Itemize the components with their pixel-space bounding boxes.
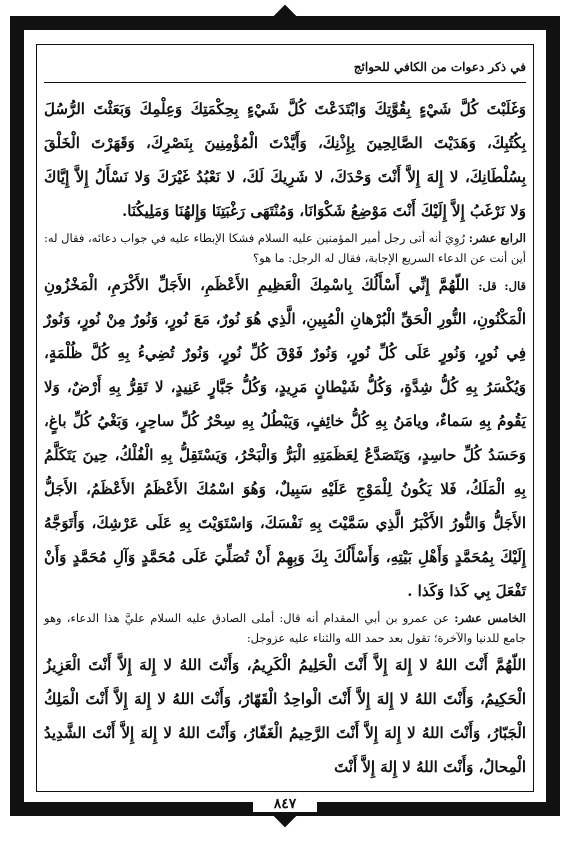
narration-paragraph-15 [44,608,526,648]
prayer-text: اللّهُمَّ إِنِّي أَسْأَلُكَ بِاسْمِكَ الْعَظِيمِ الأَعْظَمِ، الأَجَلِّ الأَكْرَمِ، الْمَخْزُونِ الْمَكْنُونِ، النُّورِ الْحَقِّ الْبُرْهانِ الْمُبِينِ، الَّذِي هُوَ نُورٌ، مَعَ نُورٍ، وَنُورٌ مِنْ نُورٍ، وَنُورٌ فِي نُورٍ، وَنُورٍ عَلَى كُلِّ نُورٍ، وَنُورٌ فَوْقَ كُلِّ نُورٍ، وَنُورٌ تُضِيءُ بِهِ كُلَّ ظُلْمَةٍ، وَيُكْسَرُ بِهِ كُلُّ شِدَّةٍ، وَكُلُّ شَيْطانٍ مَرِيدٍ، وَكُلُّ جَبَّارٍ عَنِيدٍ، لا تَقِرُّ بِهِ أَرْضٌ، وَلا يَقُومُ بِهِ سَماءٌ، ويامَنُ بِهِ كُلُّ خائِفٍ، وَيَبْطُلُ بِهِ سِحْرُ كُلِّ ساحِرٍ، وَبَغْيُ كُلِّ باغٍ، وَحَسَدُ كُلِّ حاسِدٍ، وَيَتَصَدَّعُ لِعَظَمَتِهِ الْبَرُّ وَالْبَحْرُ، وَيَسْتَقِلُّ بِهِ الْفُلْكُ، حِينَ يَتَكَلَّمُ بِهِ الْمَلَكُ، فَلا يَكُونُ لِلْمَوْجِ عَلَيْهِ سَبِيلٌ، وَهُوَ اسْمُكَ الأَعْظَمُ الأَعْظَمُ، الأَجَلُّ الأَجَلُّ وَالنُّورُ الأَكْبَرُ الَّذِي سَمَّيْتَ بِهِ نَفْسَكَ، وَاسْتَوَيْتَ بِهِ عَلَى عَرْشِكَ، وَأَتَوَجَّهُ إِلَيْكَ بِمُحَمَّدٍ وَأَهْلِ بَيْتِهِ، وَأَسْأَلُكَ بِكَ وَبِهِمْ أَنْ تُصَلِّيَ عَلَى مُحَمَّدٍ وَآلِ مُحَمَّدٍ وَأَنْ تَفْعَلَ بِي كَذا وَكَذا . [44,276,526,600]
header-title: في ذكر دعوات من الكافي للحوائج [353,60,526,74]
page-body [44,92,526,792]
prayer-paragraph-2 [44,268,526,608]
narration-paragraph-14 [44,228,526,268]
prayer-paragraph-1: وَغَلَبْتَ كُلَّ شَيْءٍ بِقُوَّتِكَ وَابْتَدَعْتَ كُلَّ شَيْءٍ بِحِكْمَتِكَ وَعِلْمِكَ وَبَعَثْتَ الرُّسُلَ بِكُتُبِكَ، وَهَدَيْتَ الصَّالِحِينَ بِإِذْنِكَ، وَأَيَّدْتَ الْمُؤْمِنِينَ بِنَصْرِكَ، وَقَهَرْتَ الْخَلْقَ بِسُلْطَانِكَ، لا إِلهَ إِلاَّ أَنْتَ وَحْدَكَ، لا شَرِيكَ لَكَ، لا نَعْبُدُ غَيْرَكَ وَلا نَسْأَلُ إِلاَّ إِيَّاكَ وَلا نَرْغَبُ إِلاَّ إِلَيْكَ أَنْتَ مَوْضِعُ شَكْوَانَا، وَمُنْتَهَى رَغْبَتِنَا وَإِلهُنَا وَمَلِيكُنَا. [44,100,526,220]
prayer-paragraph-3: اللّهُمَّ أَنْتَ اللهُ لا إِلهَ إِلاَّ أَنْتَ الْحَلِيمُ الْكَرِيمُ، وَأَنْتَ اللهُ لا إِلهَ إِلاَّ أَنْتَ الْعَزِيزُ الْحَكِيمُ، وَأَنْتَ اللهُ لا إِلهَ إِلاَّ أَنْتَ الْواحِدُ الْقَهّارُ، وَأَنْتَ اللهُ لا إِلهَ إِلاَّ أَنْتَ الْمَلِكُ الْجَبّارُ، وَأَنْتَ اللهُ لا إِلهَ إِلاَّ أَنْتَ الرَّحِيمُ الْغَفّارُ، وَأَنْتَ اللهُ لا إِلهَ إِلاَّ أَنْتَ الشَّدِيدُ الْمِحالُ، وَأَنْتَ اللهُ لا إِلهَ إِلاَّ أَنْتَ [44,656,526,776]
section-label: الرابع عشر: [468,231,526,245]
narration-text: رُوِيَ أنه أتى رجل أمير المؤمنين عليه السلام فشكا الإبطاء عليه في جواب دعائه، فقال له: أين أنت عن الدعاء السريع الإجابة، فقال له الرجل: ما هو؟ [43,231,526,265]
narration-text: عن عمرو بن أبي المقدام أنه قال: أملى الصادق عليه السلام عليَّ هذا الدعاء، وهو جامع للدنيا والآخرة؛ تقول بعد حمد الله والثناء عليه عزوجل: [44,611,526,645]
running-header [44,56,526,83]
section-label: الخامس عشر: [454,611,526,625]
page-number: ٨٤٧ [253,796,317,812]
prayer-intro: قال: قل: [478,279,526,293]
